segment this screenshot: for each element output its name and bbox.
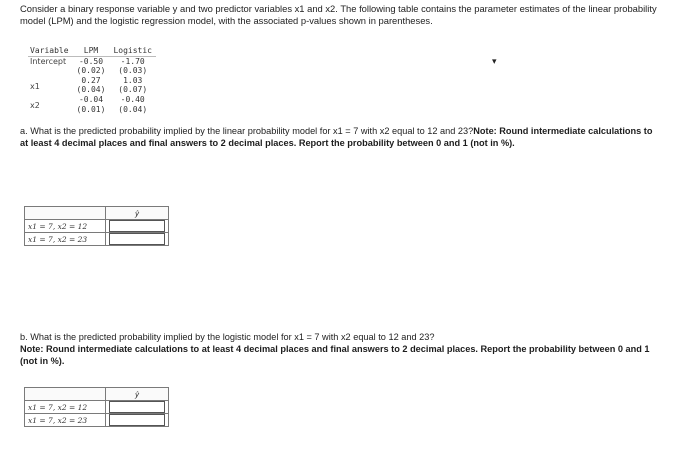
question-b-note: Note: Round intermediate calculations to at least 4 decimal places and final answers to 2 decimal places. Report the probability between 0 and 1 (not in %). (20, 344, 650, 366)
answer-input-b1[interactable] (109, 401, 165, 413)
lpm-estimate: 0.27 (81, 75, 101, 85)
lpm-pvalue: (0.04) (76, 85, 106, 95)
answer-input-a1[interactable] (109, 220, 165, 232)
logistic-pvalue: (0.07) (118, 85, 148, 95)
answer-label: x1 = 7, x2 = 12 (25, 220, 106, 233)
logistic-estimate: -0.40 (120, 94, 145, 104)
answer-row (25, 220, 169, 233)
logistic-estimate: -1.70 (120, 56, 145, 66)
logistic-estimate: 1.03 (123, 75, 143, 85)
answer-label: x1 = 7, x2 = 23 (25, 414, 106, 427)
yhat-header: ŷ (106, 388, 169, 401)
question-a-text: a. What is the predicted probability implied by the linear probability model for x1 = 7 with x2 equal to 12 and 23? (20, 126, 474, 136)
answer-label: x1 = 7, x2 = 12 (25, 401, 106, 414)
variable-x1: x1 (30, 81, 40, 91)
logistic-pvalue: (0.04) (118, 104, 148, 114)
logistic-pvalue: (0.03) (118, 66, 148, 76)
question-b-text: b. What is the predicted probability implied by the logistic model for x1 = 7 with x2 equal to 12 and 23? (20, 332, 435, 342)
header-variable: Variable (28, 46, 73, 56)
answer-row (25, 401, 169, 414)
yhat-header: ŷ (106, 207, 169, 220)
row-intercept (28, 56, 156, 76)
row-x1 (28, 76, 156, 95)
header-logistic: Logistic (109, 46, 156, 56)
question-a-note: Note: Round intermediate calculations to at least 4 decimal places and final answers to 2 decimal places. Report the probability between 0 and 1 (not in %). (20, 126, 653, 148)
parameter-table (28, 46, 156, 114)
lpm-pvalue: (0.02) (76, 66, 106, 76)
answer-table-a (24, 206, 169, 246)
answer-label: x1 = 7, x2 = 23 (25, 233, 106, 246)
answer-input-a2[interactable] (109, 233, 165, 245)
answer-row (25, 233, 169, 246)
lpm-estimate: -0.04 (78, 94, 104, 104)
caret-icon: ▾ (492, 56, 497, 66)
variable-x2: x2 (30, 100, 40, 110)
lpm-estimate: -0.50 (78, 56, 104, 66)
answer-row (25, 414, 169, 427)
answer-table-b (24, 387, 169, 427)
variable-intercept: Intercept (30, 56, 67, 66)
question-a (20, 125, 660, 149)
header-lpm: LPM (73, 46, 110, 56)
lpm-pvalue: (0.01) (76, 104, 106, 114)
question-b (20, 331, 660, 367)
answer-input-b2[interactable] (109, 414, 165, 426)
intro-text: Consider a binary response variable y and two predictor variables x1 and x2. The following table contains the parameter estimates of the linear probability model (LPM) and the logistic regression model, with the associated p-values shown in parentheses. (20, 3, 657, 26)
row-x2 (28, 95, 156, 114)
